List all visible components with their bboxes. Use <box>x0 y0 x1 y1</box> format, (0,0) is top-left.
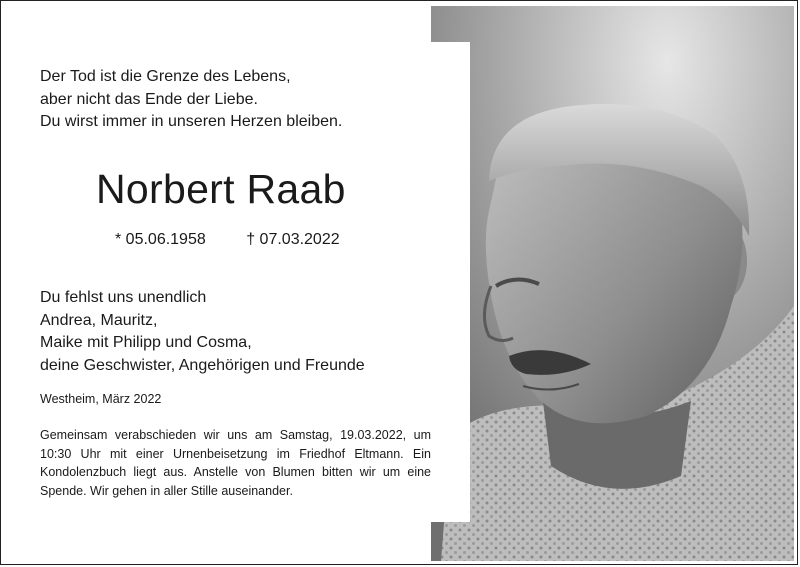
mourners-line: Maike mit Philipp und Cosma, <box>40 334 252 351</box>
mourners-line: Andrea, Mauritz, <box>40 311 158 329</box>
poem-line: Der Tod ist die Grenze des Lebens, <box>40 68 291 85</box>
deceased-name: Norbert Raab <box>96 166 346 212</box>
portrait-photo <box>431 6 794 561</box>
poem <box>40 66 342 134</box>
birth-date: * 05.06.1958 <box>115 231 206 248</box>
mourners <box>40 287 365 377</box>
mourners-line: deine Geschwister, Angehörigen und Freunde <box>40 356 365 374</box>
poem-line: aber nicht das Ende der Liebe. <box>40 90 258 108</box>
place-date: Westheim, März 2022 <box>40 392 162 406</box>
life-dates <box>115 231 340 249</box>
poem-line: Du wirst immer in unseren Herzen bleiben. <box>40 113 343 130</box>
mourners-line: Du fehlst uns unendlich <box>40 289 207 306</box>
funeral-notice: Gemeinsam verabschieden wir uns am Samstag, 19.03.2022, um 10:30 Uhr mit einer Urnenbeisetzung im Friedhof Eltmann. Ein Kondolenzbuch liegt aus. Anstelle von Blumen bitten wir um eine Spende. Wir gehen in aller Stille auseinander. <box>40 428 431 498</box>
death-date: † 07.03.2022 <box>246 231 340 248</box>
